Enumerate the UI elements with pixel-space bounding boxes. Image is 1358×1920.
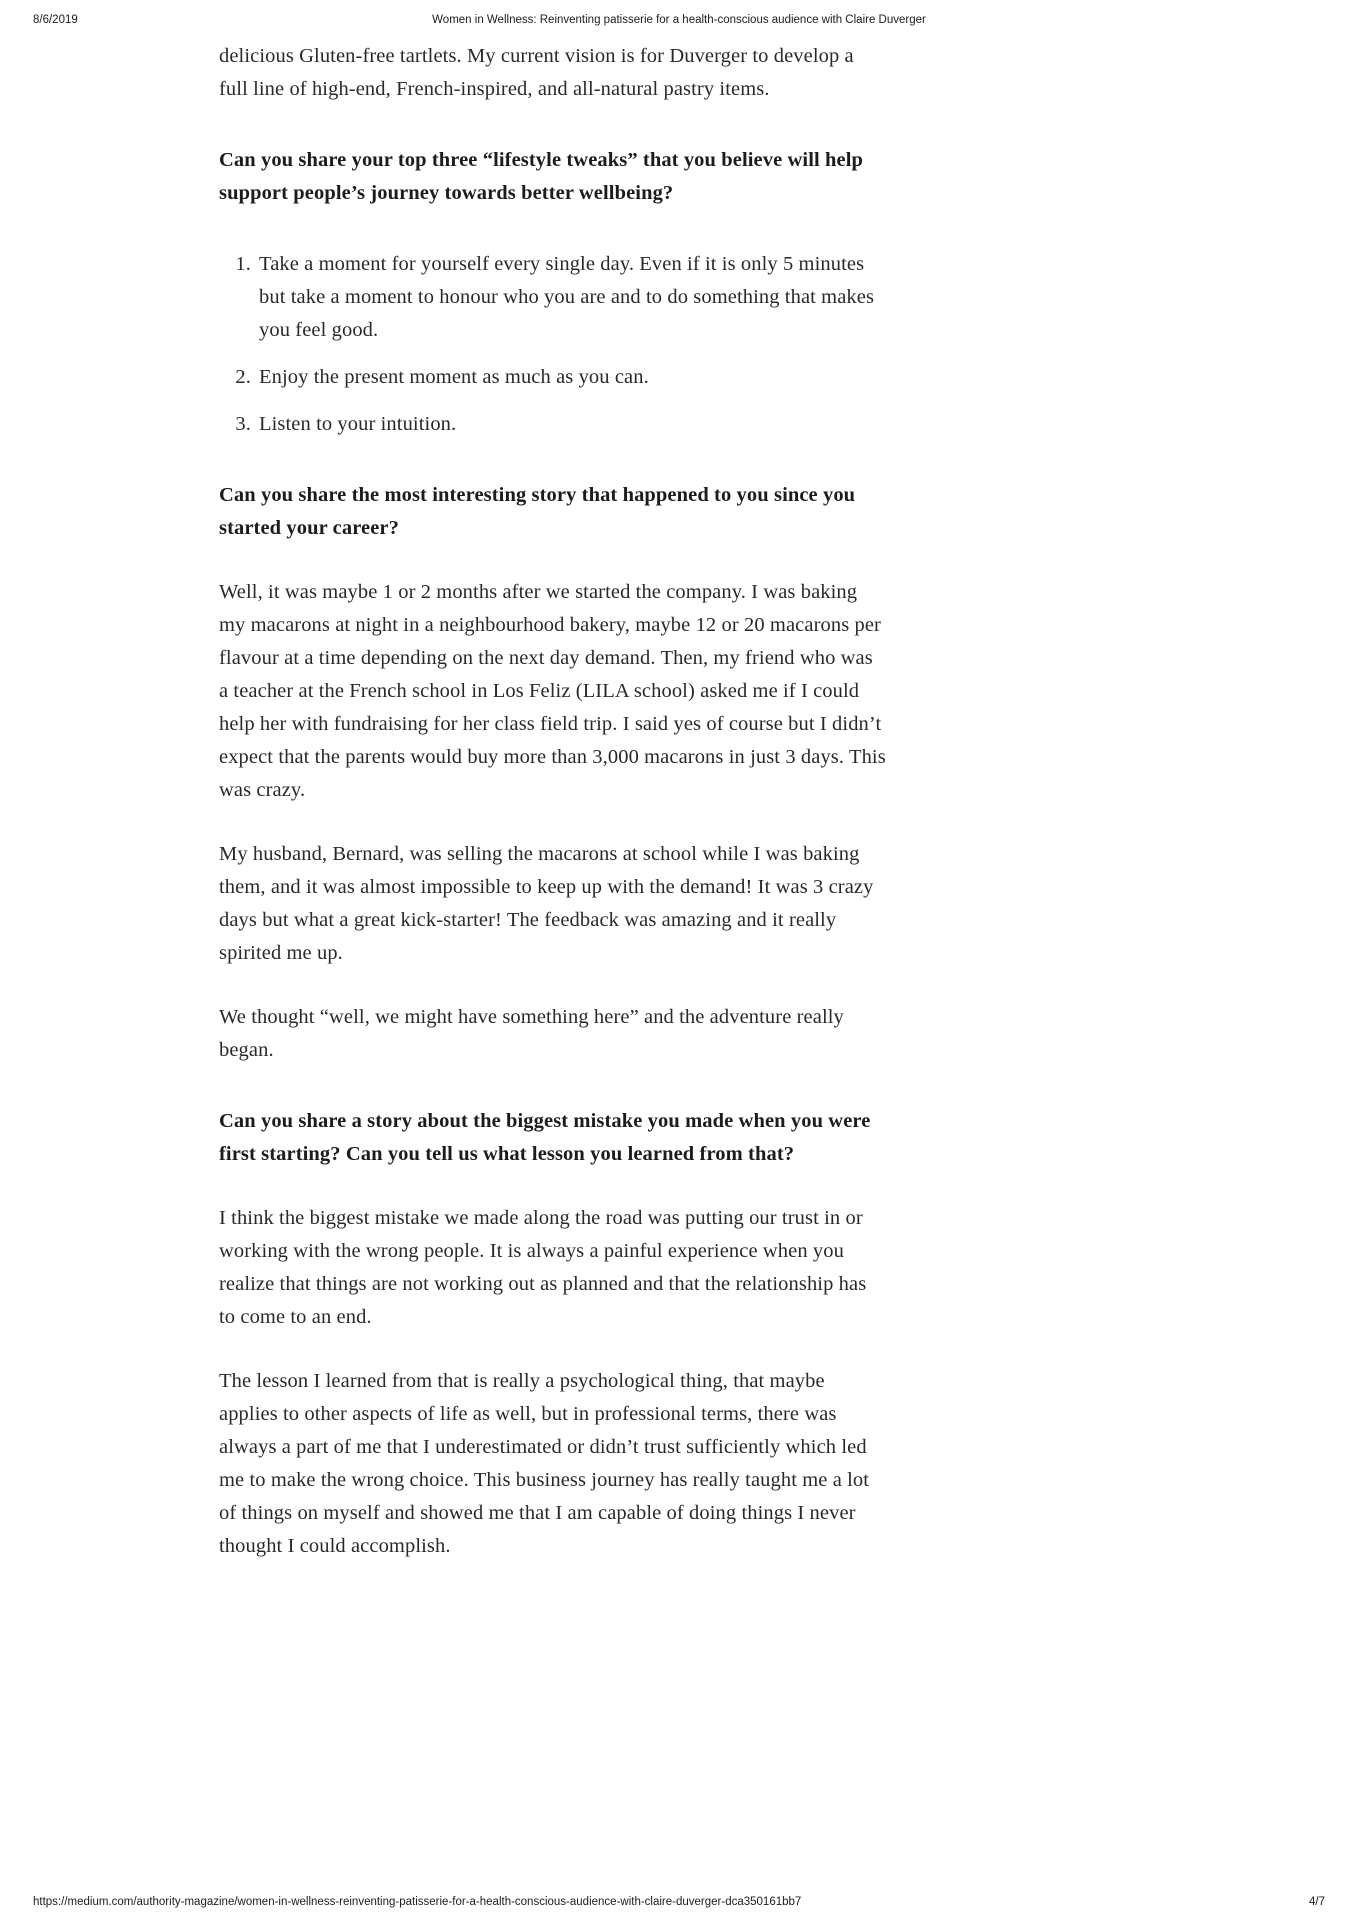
- list-item-text: Listen to your intuition.: [259, 413, 457, 435]
- print-header-date: 8/6/2019: [33, 14, 78, 26]
- list-item-number: 1.: [235, 253, 251, 275]
- print-header-title: Women in Wellness: Reinventing patisserie for a health-conscious audience with Claire Duverger: [432, 14, 926, 26]
- list-item: [227, 361, 886, 394]
- print-footer-page-number: 4/7: [1309, 1896, 1325, 1908]
- list-item: [227, 408, 886, 441]
- list-item-number: 3.: [235, 413, 251, 435]
- list-item-number: 2.: [235, 366, 251, 388]
- list-item-text: Enjoy the present moment as much as you can.: [259, 366, 649, 388]
- paragraph-story-2: My husband, Bernard, was selling the macarons at school while I was baking them, and it was almost impossible to keep up with the demand! It was 3 crazy days but what a great kick-starter! The feedback was amazing and it really spirited me up.: [219, 843, 874, 964]
- question-heading-biggest-mistake: Can you share a story about the biggest mistake you made when you were first starting? Can you tell us what lesson you learned from that?: [219, 1110, 871, 1165]
- article-content: [219, 40, 886, 1594]
- print-footer: [33, 1896, 1325, 1908]
- lifestyle-tweaks-list: [219, 241, 886, 441]
- paragraph-story-3: We thought “well, we might have something here” and the adventure really began.: [219, 1006, 844, 1061]
- list-item-text: Take a moment for yourself every single day. Even if it is only 5 minutes but take a moment to honour who you are and to do something that makes you feel good.: [259, 253, 875, 341]
- paragraph-mistake-2: The lesson I learned from that is really a psychological thing, that maybe applies to other aspects of life as well, but in professional terms, there was always a part of me that I underestimated or didn’t trust sufficiently which led me to make the wrong choice. This business journey has really taught me a lot of things on myself and showed me that I am capable of doing things I never thought I could accomplish.: [219, 1370, 870, 1557]
- paragraph-story-1: Well, it was maybe 1 or 2 months after we started the company. I was baking my macarons at night in a neighbourhood bakery, maybe 12 or 20 macarons per flavour at a time depending on the next day demand. Then, my friend who was a teacher at the French school in Los Feliz (LILA school) asked me if I could help her with fundraising for her class field trip. I said yes of course but I didn’t expect that the parents would buy more than 3,000 macarons in just 3 days. This was crazy.: [219, 581, 886, 801]
- print-footer-url: https://medium.com/authority-magazine/women-in-wellness-reinventing-patisserie-for-a-health-conscious-audience-with-claire-duverger-dca350161bb7: [33, 1896, 802, 1908]
- question-heading-interesting-story: Can you share the most interesting story that happened to you since you started your career?: [219, 484, 856, 539]
- list-item: [227, 248, 886, 347]
- print-header: [33, 14, 1325, 30]
- paragraph-continued: delicious Gluten-free tartlets. My current vision is for Duverger to develop a full line of high-end, French-inspired, and all-natural pastry items.: [219, 45, 854, 100]
- paragraph-mistake-1: I think the biggest mistake we made along the road was putting our trust in or working with the wrong people. It is always a painful experience when you realize that things are not working out as planned and that the relationship has to come to an end.: [219, 1207, 867, 1328]
- question-heading-lifestyle-tweaks: Can you share your top three “lifestyle tweaks” that you believe will help support people’s journey towards better wellbeing?: [219, 149, 864, 204]
